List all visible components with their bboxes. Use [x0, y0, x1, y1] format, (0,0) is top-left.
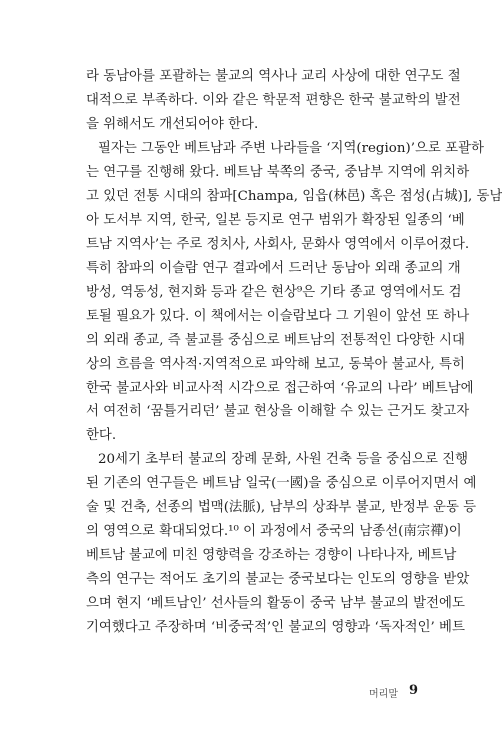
text-line: 상의 흐름을 역사적·지역적으로 파악해 보고, 동북아 불교사, 특히 [86, 356, 465, 372]
text-line: 토될 필요가 있다. 이 책에서는 이슬람보다 그 기원이 앞선 또 하나 [86, 308, 470, 324]
text-line: 측의 연구는 적어도 초기의 불교는 중국보다는 인도의 영향을 받았 [86, 572, 470, 588]
text-line: 으며 현지 ‘베트남인’ 선사들의 활동이 중국 남부 불교의 발전에도 [86, 596, 465, 612]
page-footer [0, 683, 500, 703]
page-number: 9 [408, 683, 418, 698]
text-line: 20세기 초부터 불교의 장례 문화, 사원 건축 등을 중심으로 진행 [98, 452, 469, 468]
text-line: 는 연구를 진행해 왔다. 베트남 북쪽의 중국, 중남부 지역에 위치하 [86, 164, 470, 180]
text-line: 필자는 그동안 베트남과 주변 나라들을 ‘지역(region)’으로 포괄하 [98, 140, 484, 156]
running-title: 머리말 [369, 689, 398, 700]
text-line: 베트남 불교에 미친 영향력을 강조하는 경향이 나타나자, 베트남 [86, 548, 457, 564]
text-line: 기여했다고 주장하며 ‘비중국적’인 불교의 영향과 ‘독자적인’ 베트 [86, 620, 465, 635]
text-line: 의 외래 종교, 즉 불교를 중심으로 베트남의 전통적인 다양한 시대 [86, 332, 465, 348]
text-line: 을 위해서도 개선되어야 한다. [86, 116, 259, 132]
text-line: 한국 불교사와 비교사적 시각으로 접근하여 ‘유교의 나라’ 베트남에 [86, 380, 474, 396]
text-line: 아 도서부 지역, 한국, 일본 등지로 연구 범위가 확장된 일종의 ‘베 [86, 212, 465, 228]
text-line: 된 기존의 연구들은 베트남 일국(一國)을 중심으로 이루어지면서 예 [86, 476, 477, 492]
text-line: 의 영역으로 확대되었다.¹⁰ 이 과정에서 중국의 남종선(南宗禪)이 [86, 524, 462, 540]
text-line: 방성, 역동성, 현지화 등과 같은 현상⁹은 기타 종교 영역에서도 검 [86, 284, 462, 300]
text-line: 술 및 건축, 선종의 법맥(法脈), 남부의 상좌부 불교, 반정부 운동 등 [86, 500, 477, 516]
text-line: 특히 참파의 이슬람 연구 결과에서 드러난 동남아 외래 종교의 개 [86, 260, 461, 276]
text-line: 트남 지역사’는 주로 정치사, 사회사, 문화사 영역에서 이루어졌다. [86, 236, 470, 252]
text-line: 한다. [86, 428, 117, 444]
text-line: 라 동남아를 포괄하는 불교의 역사나 교리 사상에 대한 연구도 절 [86, 69, 461, 84]
text-line: 대적으로 부족하다. 이와 같은 학문적 편향은 한국 불교학의 발전 [86, 93, 461, 108]
text-line: 고 있던 전통 시대의 참파[Champa, 임읍(林邑) 혹은 점성(占城)], 동남 [86, 188, 502, 204]
text-line: 서 여전히 ‘꿈틀거리던’ 불교 현상을 이해할 수 있는 근거도 찾고자 [86, 404, 470, 420]
